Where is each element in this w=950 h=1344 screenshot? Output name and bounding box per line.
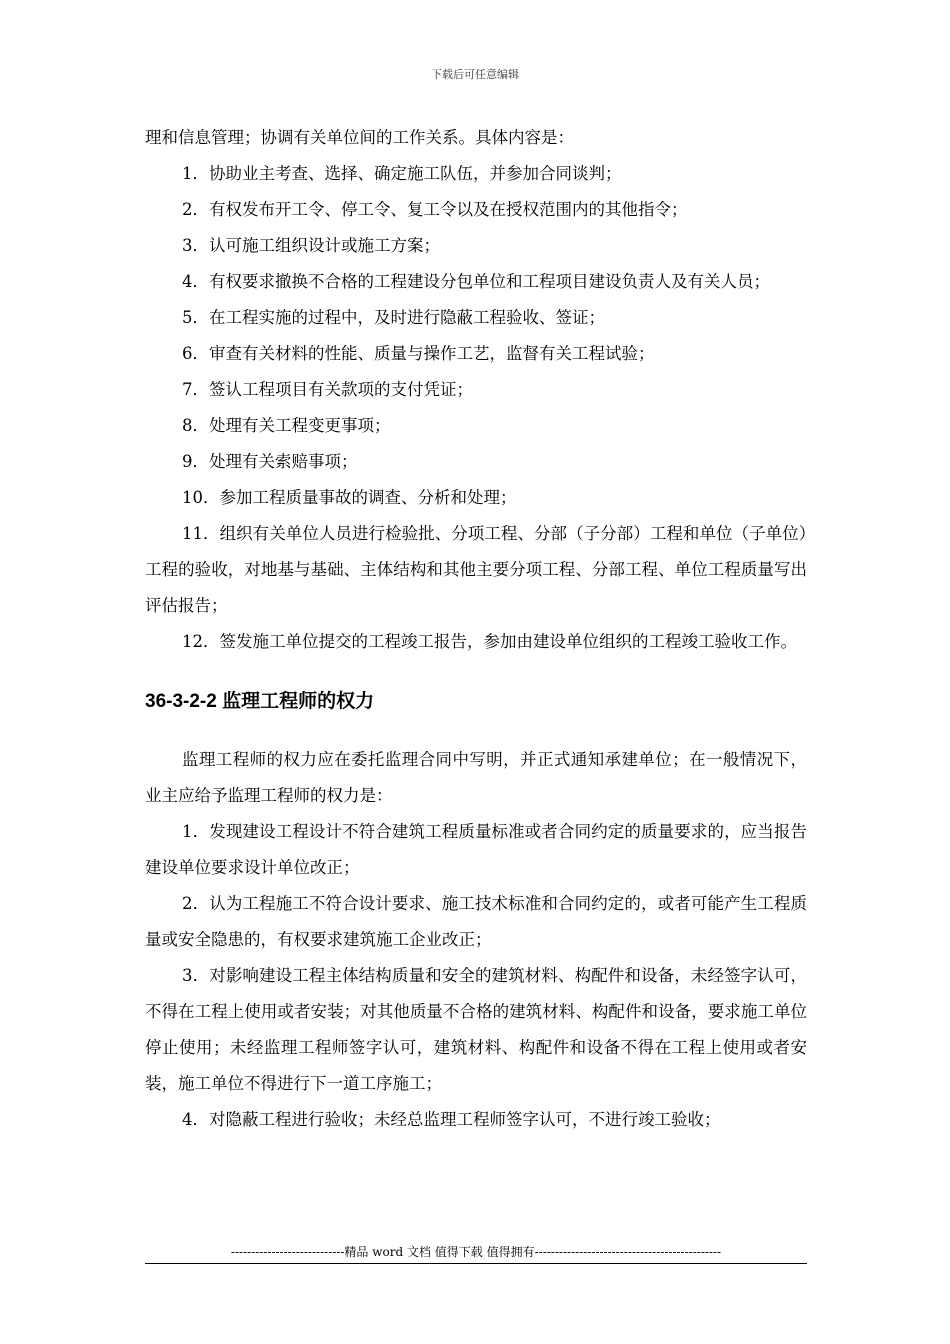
page-header: 下载后可任意编辑	[431, 68, 519, 81]
list-item: 12．签发施工单位提交的工程竣工报告，参加由建设单位组织的工程竣工验收工作。	[182, 632, 797, 651]
list-item: 1．协助业主考查、选择、确定施工队伍，并参加合同谈判；	[182, 164, 622, 183]
list-item: 10．参加工程质量事故的调查、分析和处理；	[182, 488, 517, 507]
document-body	[145, 120, 807, 1138]
list-item: 2．认为工程施工不符合设计要求、施工技术标准和合同约定的，或者可能产生工程质量或安全隐患的，有权要求建筑施工企业改正；	[145, 894, 807, 949]
powers-list	[145, 814, 807, 1138]
section-intro-paragraph: 监理工程师的权力应在委托监理合同中写明，并正式通知承建单位；在一般情况下，业主应给予监理工程师的权力是：	[145, 750, 807, 805]
list-item: 5．在工程实施的过程中，及时进行隐蔽工程验收、签证；	[182, 308, 605, 327]
list-item: 11．组织有关单位人员进行检验批、分项工程、分部（子分部）工程和单位（子单位）工程的验收，对地基与基础、主体结构和其他主要分项工程、分部工程、单位工程质量写出评估报告；	[145, 524, 807, 615]
list-item: 7．签认工程项目有关款项的支付凭证；	[182, 380, 473, 399]
section-heading: 36-3-2-2 监理工程师的权力	[145, 691, 375, 712]
list-item: 4．对隐蔽工程进行验收；未经总监理工程师签字认可，不进行竣工验收；	[182, 1110, 721, 1129]
list-item: 4．有权要求撤换不合格的工程建设分包单位和工程项目建设负责人及有关人员；	[182, 272, 770, 291]
list-item: 3．对影响建设工程主体结构质量和安全的建筑材料、构配件和设备，未经签字认可，不得在工程上使用或者安装；对其他质量不合格的建筑材料、构配件和设备，要求施工单位停止使用；未经监理工程师签字认可，建筑材料、构配件和设备不得在工程上使用或者安装，施工单位不得进行下一道工序施工；	[145, 966, 807, 1093]
list-item: 3．认可施工组织设计或施工方案；	[182, 236, 440, 255]
list-item: 9．处理有关索赔事项；	[182, 452, 358, 471]
intro-paragraph: 理和信息管理；协调有关单位间的工作关系。具体内容是：	[145, 128, 574, 147]
list-item: 6．审查有关材料的性能、质量与操作工艺，监督有关工程试验；	[182, 344, 655, 363]
list-item: 8．处理有关工程变更事项；	[182, 416, 391, 435]
footer-divider	[145, 1263, 807, 1264]
list-item: 1．发现建设工程设计不符合建筑工程质量标准或者合同约定的质量要求的，应当报告建设单位要求设计单位改正；	[145, 822, 807, 877]
page-footer: ----------------------------精品 word 文档 值得下载 值得拥有----------------------------------------------	[230, 1245, 722, 1259]
duties-list	[145, 156, 807, 660]
list-item: 2．有权发布开工令、停工令、复工令以及在授权范围内的其他指令；	[182, 200, 688, 219]
